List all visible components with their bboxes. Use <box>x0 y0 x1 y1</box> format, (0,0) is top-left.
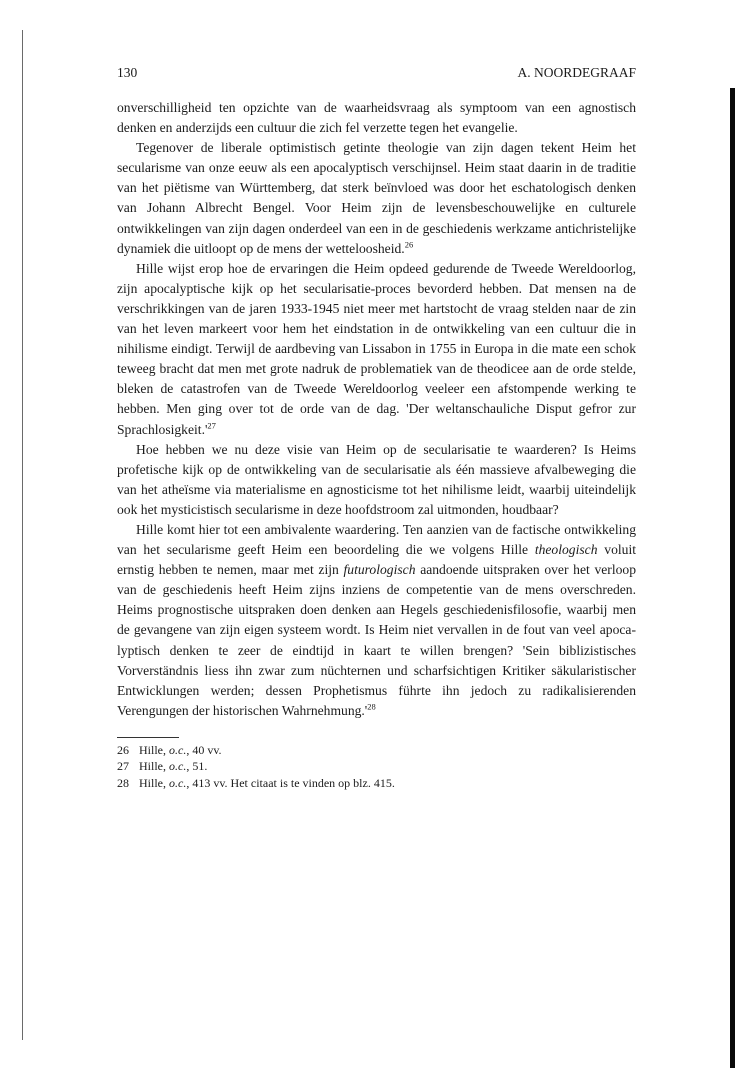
footnote-ref-27: 27 <box>207 419 216 430</box>
paragraph-2: Tegenover de liberale optimistisch getinte theologie van zijn dagen tekent Heim het secularisme van onze eeuw als een apocalyptisch verschijnsel. Heim staat daarin in de traditie van het piëtisme van Württemberg, dat sterk beïnvloed was door het eschatologisch denken van Johann Albrecht Bengel. Voor Heim zijn de levensbeschouwelijke en culturele ontwikkelingen van zijn dagen onderdeel van een in de geschiedenis werkzame antichristelijke dynamiek die uitloopt op de mens der wetteloosheid.$^{26}$ <box>117 140 636 256</box>
footnote-27: 27 Hille, o.c., 51. <box>117 759 208 774</box>
footnote-divider <box>117 737 179 738</box>
running-head <box>117 65 636 85</box>
body-text <box>117 98 636 721</box>
footnote-28: 28 Hille, o.c., 413 vv. Het citaat is te vinden op blz. 415. <box>117 775 395 790</box>
paragraph-1: onverschilligheid ten opzichte van de waarheidsvraag als symptoom van een agnostisch denken en anderzijds een cultuur die zich fel verzette tegen het evangelie. <box>117 100 636 136</box>
footnote-ref-26: 26 <box>404 239 414 250</box>
footnote-26: 26 Hille, o.c., 40 vv. <box>117 742 222 757</box>
emphasis-futurologisch: futurologisch <box>343 562 416 578</box>
paragraph-4: Hoe hebben we nu deze visie van Heim op de secularisatie te waarderen? Is Heims profetische kijk op de ontwikkeling van de secularisatie als één massieve afvalbeweging die van het atheïsme via materialisme en agnosticisme tot het nihilisme leidt, waarbij uiteindelijk ook het mysticistisch secularisme in deze hoofdstroom zal uitmonden, houdbaar? <box>117 441 636 517</box>
emphasis-theologisch: theologisch <box>534 542 598 558</box>
paragraph-3: Hille wijst erop hoe de ervaringen die Heim opdeed gedurende de Tweede Wereldoorlog, zijn apocalyptische kijk op het secularisatie-proces bevorderd hebben. Dat mensen na de verschrikkingen van de jaren 1933-1945 niet meer met hartstocht de vraag stelden naar de zin van het leven markeert voor hem het eindstation in de ontwikkeling van een cultuur die in nihilisme eindigt. Terwijl de aardbeving van Lissabon in 1755 in Europa in die mate een schok teweeg bracht dat men met grote nadruk de problematiek van de theodicee aan de orde stelde, bleken de catastrofen van de Tweede Wereldoorlog veeleer een afstompende werking te hebben. Men ging over tot de orde van de dag. 'Der weltanschauliche Disput gefror zur Sprachlosigkeit.'$^{27}$ <box>117 260 636 437</box>
author-header: A. NOORDEGRAAF <box>517 65 636 80</box>
scan-right-edge <box>730 88 735 1068</box>
footnotes <box>117 742 636 792</box>
book-page <box>117 60 636 791</box>
page-number: 130 <box>117 65 138 80</box>
paragraph-5: Hille komt hier tot een ambivalente waardering. Ten aanzien van de factische ontwikkeling van het secularisme geeft Heim een beoordeling die we volgens Hille theologisch voluit ernstig hebben te nemen, maar met zijn futurologisch aandoende uitspraken over het verloop van de geschiedenis heeft Heim zijns inziens de competentie van de mens overschreden. Heims prognostische uitspraken doen denken aan Hegels geschiedenisfilosofie, waarbij men de gevangene van zijn eigen systeem wordt. Is Heim niet vervallen in de fout van veel apocalyptisch denken te zeer de eindtijd in kaart te willen brengen? 'Sein biblizistisches Vorverständnis liess ihn zwar zum nüchternen und scharfsichtigen Kritiker säkularistischer Entwicklungen werden; dessen Prophetismus führte ihn jedoch zu radikalisierenden Verengungen der historischen Wahrnehmung.'$^{28}$ <box>117 521 636 718</box>
footnote-ref-28: 28 <box>367 701 376 712</box>
scan-left-edge <box>22 30 23 1040</box>
